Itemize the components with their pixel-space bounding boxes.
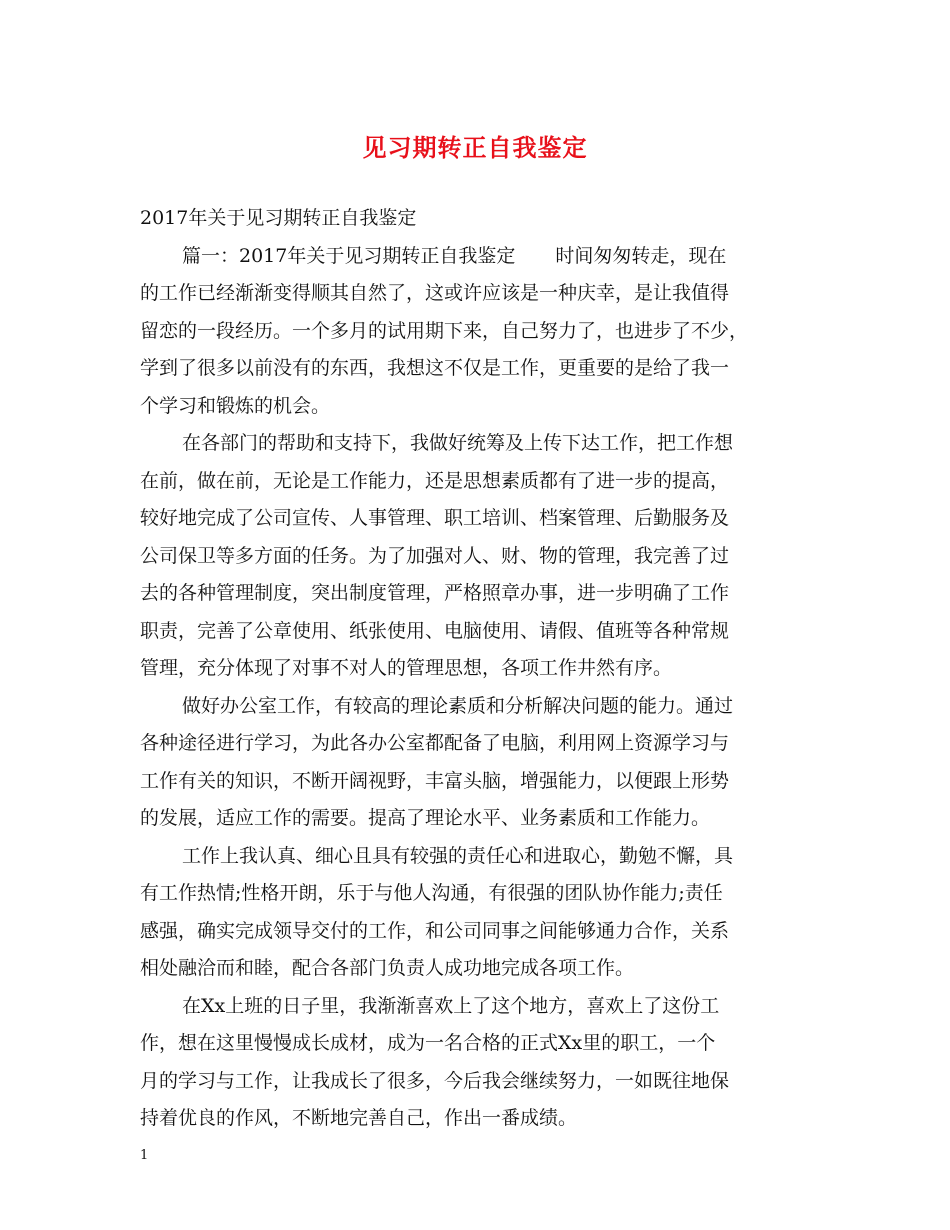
paragraph-2-line-5: 去的各种管理制度，突出制度管理，严格照章办事，进一步明确了工作: [140, 582, 730, 604]
paragraph-4-line-3: 感强，确实完成领导交付的工作，和公司同事之间能够通力合作，关系: [140, 919, 730, 942]
paragraph-2-line-4: 公司保卫等多方面的任务。为了加强对人、财、物的管理，我完善了过: [140, 544, 730, 567]
paragraph-3-line-3: 工作有关的知识，不断开阔视野，丰富头脑，增强能力，以便跟上形势: [140, 769, 730, 792]
paragraph-1-line-3: 留恋的一段经历。一个多月的试用期下来，自己努力了，也进步了不少，: [140, 319, 749, 342]
document-subtitle: 2017年关于见习期转正自我鉴定: [140, 207, 417, 229]
paragraph-5-line-1: 在Xx上班的日子里，我渐渐喜欢上了这个地方，喜欢上了这份工: [182, 994, 720, 1017]
paragraph-2-line-1: 在各部门的帮助和支持下，我做好统筹及上传下达工作，把工作想: [182, 432, 734, 454]
paragraph-4-line-2: 有工作热情;性格开朗，乐于与他人沟通，有很强的团队协作能力;责任: [140, 882, 723, 904]
document-title: 见习期转正自我鉴定: [362, 133, 588, 162]
page-number: 1: [140, 1148, 149, 1163]
paragraph-1-line-1-text: 时间匆匆转走，现在: [555, 244, 727, 267]
paragraph-5-line-3: 月的学习与工作，让我成长了很多，今后我会继续努力，一如既往地保: [140, 1069, 730, 1092]
paragraph-2-line-3: 较好地完成了公司宣传、人事管理、职工培训、档案管理、后勤服务及: [140, 507, 730, 529]
section-heading-text: 篇一：2017年关于见习期转正自我鉴定: [182, 244, 516, 267]
paragraph-1-line-2: 的工作已经渐渐变得顺其自然了，这或许应该是一种庆幸，是让我值得: [140, 282, 730, 304]
paragraph-1-line-1: [140, 238, 812, 276]
paragraph-1-line-5: 个学习和锻炼的机会。: [140, 394, 331, 417]
paragraph-2-line-2: 在前，做在前，无论是工作能力，还是思想素质都有了进一步的提高，: [140, 469, 730, 492]
paragraph-4-line-4: 相处融洽而和睦，配合各部门负责人成功地完成各项工作。: [140, 957, 635, 979]
paragraph-5-line-4: 持着优良的作风，不断地完善自己，作出一番成绩。: [140, 1107, 578, 1129]
document-body: [140, 200, 812, 1138]
paragraph-3-line-1: 做好办公室工作，有较高的理论素质和分析解决问题的能力。通过: [182, 694, 734, 717]
paragraph-2-line-6: 职责，完善了公章使用、纸张使用、电脑使用、请假、值班等各种常规: [140, 619, 730, 642]
paragraph-2-line-7: 管理，充分体现了对事不对人的管理思想，各项工作井然有序。: [140, 657, 673, 679]
paragraph-3-line-4: 的发展，适应工作的需要。提高了理论水平、业务素质和工作能力。: [140, 807, 711, 829]
paragraph-4-line-1: 工作上我认真、细心且具有较强的责任心和进取心，勤勉不懈，具: [182, 844, 734, 867]
paragraph-5-line-2: 作，想在这里慢慢成长成材，成为一名合格的正式Xx里的职工，一个: [140, 1032, 716, 1054]
paragraph-3-line-2: 各种途径进行学习，为此各办公室都配备了电脑，利用网上资源学习与: [140, 732, 730, 754]
paragraph-1-line-4: 学到了很多以前没有的东西，我想这不仅是工作，更重要的是给了我一: [140, 357, 730, 379]
